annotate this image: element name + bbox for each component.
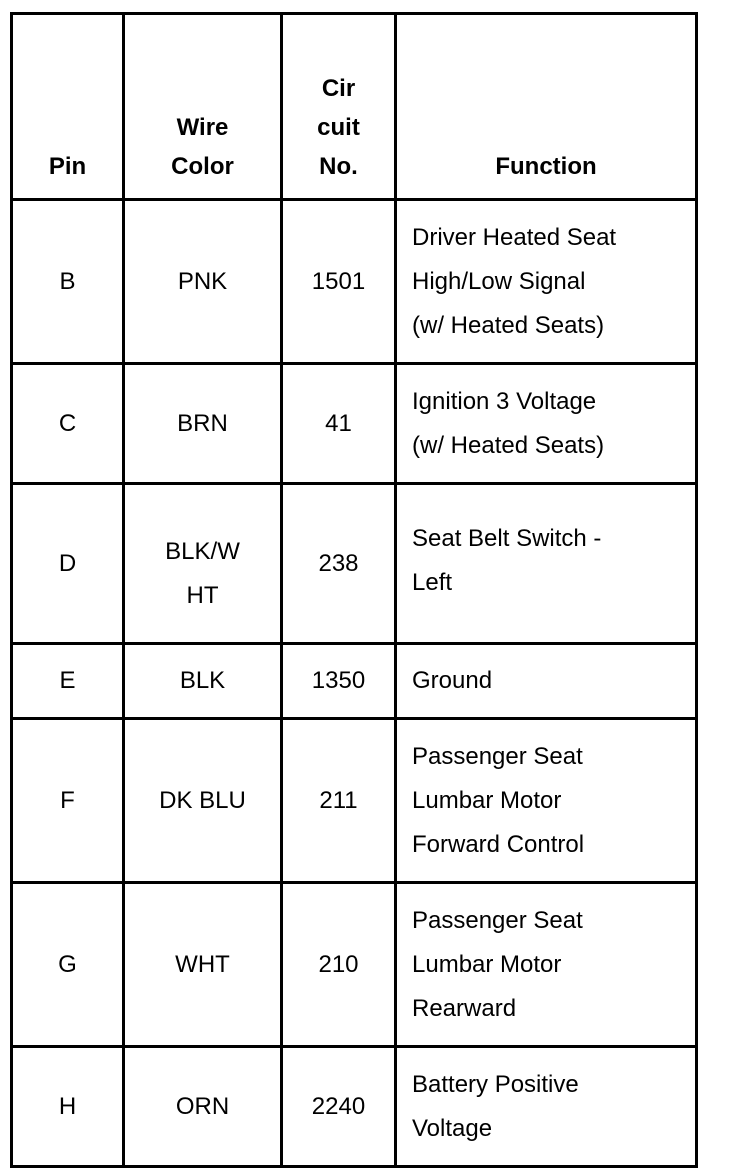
header-pin: Pin: [12, 14, 124, 200]
cell-circuit: 1501: [282, 200, 396, 364]
cell-circuit: 210: [282, 883, 396, 1047]
header-wire-color: Wire Color: [124, 14, 282, 200]
cell-function: Ground: [396, 644, 697, 719]
cell-function: Ignition 3 Voltage (w/ Heated Seats): [396, 364, 697, 484]
cell-function: Driver Heated Seat High/Low Signal (w/ Heated Seats): [396, 200, 697, 364]
cell-circuit: 238: [282, 484, 396, 644]
table-row: [12, 644, 697, 719]
table-row: [12, 1047, 697, 1167]
cell-wire-color: BLK: [124, 644, 282, 719]
cell-function: Battery Positive Voltage: [396, 1047, 697, 1167]
cell-function: Passenger Seat Lumbar Motor Forward Control: [396, 719, 697, 883]
header-circuit-no: Cir cuit No.: [282, 14, 396, 200]
cell-circuit: 2240: [282, 1047, 396, 1167]
cell-wire-color: PNK: [124, 200, 282, 364]
cell-wire-color: ORN: [124, 1047, 282, 1167]
pin-table: [10, 12, 698, 1168]
header-function: Function: [396, 14, 697, 200]
cell-function: Seat Belt Switch - Left: [396, 484, 697, 644]
table-row: [12, 364, 697, 484]
cell-wire-color: BLK/W HT: [124, 484, 282, 644]
table-row: [12, 883, 697, 1047]
table-row: [12, 719, 697, 883]
cell-pin: G: [12, 883, 124, 1047]
cell-pin: F: [12, 719, 124, 883]
table-header-row: [12, 14, 697, 200]
cell-circuit: 211: [282, 719, 396, 883]
cell-pin: C: [12, 364, 124, 484]
cell-pin: D: [12, 484, 124, 644]
table-row: [12, 484, 697, 644]
cell-circuit: 1350: [282, 644, 396, 719]
cell-wire-color: DK BLU: [124, 719, 282, 883]
cell-pin: B: [12, 200, 124, 364]
cell-wire-color: WHT: [124, 883, 282, 1047]
cell-function: Passenger Seat Lumbar Motor Rearward: [396, 883, 697, 1047]
cell-wire-color: BRN: [124, 364, 282, 484]
cell-circuit: 41: [282, 364, 396, 484]
cell-pin: E: [12, 644, 124, 719]
cell-pin: H: [12, 1047, 124, 1167]
table-row: [12, 200, 697, 364]
